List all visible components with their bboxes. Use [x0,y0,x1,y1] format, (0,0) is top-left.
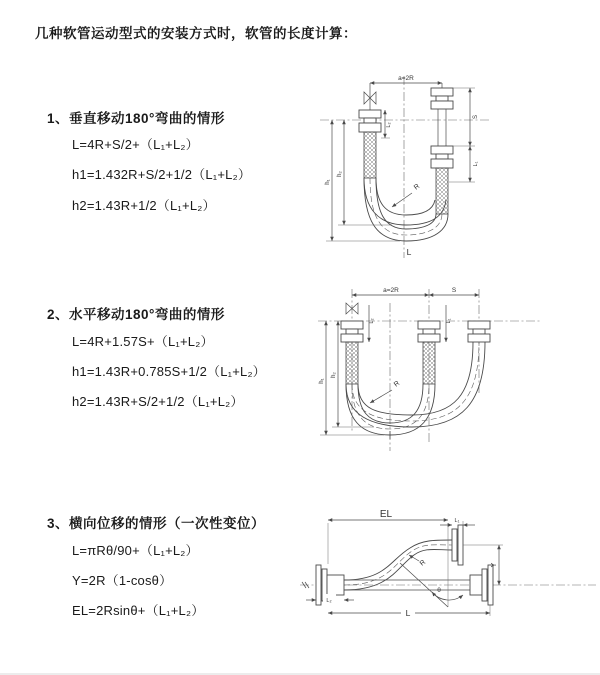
dim-label-a2r: a=2R [383,287,399,294]
braided-section-left [346,342,358,384]
page-title: 几种软管运动型式的安装方式时，软管的长度计算： [35,26,357,41]
right-end-fitting [431,88,453,214]
diagram-1-svg [312,70,497,262]
middle-end-fitting [418,321,440,384]
dim-label-h2: h₂ [331,372,337,378]
section-3-formula-L: L=πRθ/90+（L₁+L₂） [72,543,199,558]
dim-label-l1: L₁ [454,518,460,524]
dim-label-l2: L₂ [386,122,392,128]
dim-label-y: Y [491,562,498,568]
section-2-formula-L: L=4R+1.57S+（L₁+L₂） [72,334,214,349]
dim-label-l1: L₁ [446,318,452,324]
braided-section-left [364,132,376,178]
diagram-horizontal-180-bend [312,283,546,465]
diagram-vertical-180-bend [312,70,497,262]
dim-label-s: S [451,287,457,294]
section-3-formula-Y: Y=2R（1-cosθ） [72,573,173,588]
dim-label-l2: L₂ [369,318,375,324]
section-2-formula-h2: h2=1.43R+S/2+1/2（L₁+L₂） [72,394,244,409]
section-1-formula-h2: h2=1.43R+1/2（L₁+L₂） [72,198,216,213]
hose-u-curves [364,178,448,241]
section-1-heading: 1、垂直移动180°弯曲的情形 [47,111,225,126]
length-label: L [406,247,412,257]
dim-label-s: S [473,114,479,120]
hose-u-narrow [346,384,435,435]
radius-label: R [418,558,428,568]
dim-label-a2r: a=2R [398,75,414,82]
dim-label-l1: L₁ [473,161,479,167]
right-flange-fitting [470,565,493,605]
dim-label-l2: L₂ [326,598,332,604]
braided-section-middle [423,342,435,384]
length-label: L [405,608,411,618]
section-1-formula-h1: h1=1.432R+S/2+1/2（L₁+L₂） [72,167,252,182]
dim-label-h1: h₁ [319,378,325,384]
dim-label-h2: h₂ [337,171,343,177]
hose-s-curve [344,540,452,590]
left-end-fitting [359,110,381,178]
section-2-formula-h1: h1=1.43R+0.785S+1/2（L₁+L₂） [72,364,266,379]
diagram-3-svg [298,498,600,633]
angle-label: θ [437,587,441,594]
right-end-fitting [468,321,490,342]
section-3-formula-EL: EL=2Rsinθ+（L₁+L₂） [72,603,205,618]
dim-label-h1: h₁ [325,179,331,185]
radius-label: R [392,379,402,389]
displaced-flange-fitting [452,525,463,565]
dim-label-el: EL [379,509,393,520]
diagram-lateral-displacement [298,498,600,633]
braided-section-right [436,168,448,214]
left-end-fitting [341,321,363,384]
section-2-heading: 2、水平移动180°弯曲的情形 [47,307,225,322]
section-1-formula-L: L=4R+S/2+（L₁+L₂） [72,137,199,152]
radius-label: R [412,182,422,192]
section-3-heading: 3、横向位移的情形（一次性变位） [47,516,266,531]
diagram-2-svg [312,283,546,465]
